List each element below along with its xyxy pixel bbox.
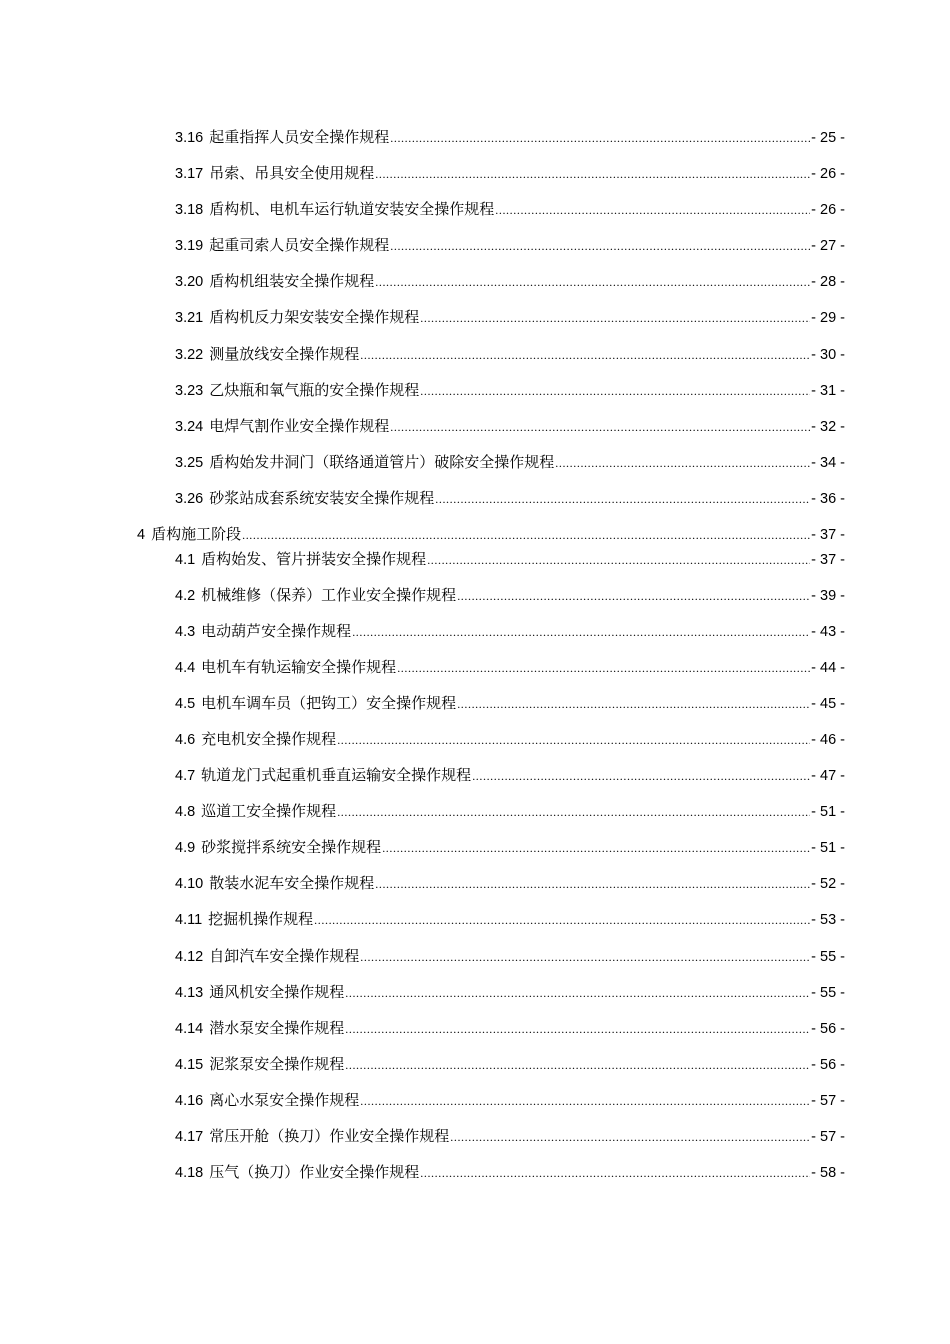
toc-entry-title: 起重司索人员安全操作规程: [209, 238, 390, 255]
toc-dot-leader: [457, 692, 810, 716]
toc-entry-title: 盾构始发井洞门（联络通道管片）破除安全操作规程: [209, 454, 555, 471]
toc-dot-leader: [345, 981, 810, 1005]
toc-entry-number: 4: [137, 527, 146, 544]
toc-entry-number: 4.10: [175, 876, 204, 893]
toc-page-number: - 53 -: [811, 912, 845, 929]
toc-dot-leader: [352, 620, 810, 644]
toc-entry-title: 盾构机反力架安装安全操作规程: [209, 310, 420, 327]
toc-entry-title: 巡道工安全操作规程: [201, 804, 337, 821]
toc-dot-leader: [555, 451, 810, 475]
toc-section-entry[interactable]: [0, 1161, 950, 1197]
toc-entry-title: 机械维修（保养）工作业安全操作规程: [201, 587, 457, 604]
toc-dot-leader: [345, 1053, 810, 1077]
toc-section-entry[interactable]: [0, 692, 950, 728]
toc-page-number: - 32 -: [811, 418, 845, 435]
toc-page-number: - 29 -: [811, 310, 845, 327]
toc-entry-number: 4.2: [175, 587, 196, 604]
toc-section-entry[interactable]: [0, 872, 950, 908]
toc-page-number: - 34 -: [811, 454, 845, 471]
toc-section-entry[interactable]: [0, 379, 950, 415]
toc-entry-number: 4.3: [175, 623, 196, 640]
toc-entry-number: 3.19: [175, 238, 204, 255]
toc-dot-leader: [495, 198, 810, 222]
toc-entry-number: 4.7: [175, 768, 196, 785]
toc-page-number: - 39 -: [811, 587, 845, 604]
toc-page-number: - 57 -: [811, 1129, 845, 1146]
toc-entry-number: 4.9: [175, 840, 196, 857]
toc-section-entry[interactable]: [0, 1125, 950, 1161]
toc-entry-number: 3.25: [175, 454, 204, 471]
toc-page-number: - 26 -: [811, 202, 845, 219]
toc-entry-title: 砂浆站成套系统安装安全操作规程: [209, 490, 435, 507]
toc-page-number: - 25 -: [811, 130, 845, 146]
toc-dot-leader: [472, 764, 810, 788]
toc-dot-leader: [382, 836, 810, 860]
toc-entry-title: 通风机安全操作规程: [209, 984, 345, 1001]
toc-entry-title: 充电机安全操作规程: [201, 732, 337, 748]
toc-section-entry[interactable]: [0, 584, 950, 620]
toc-page-number: - 55 -: [811, 984, 845, 1001]
toc-entry-title: 电动葫芦安全操作规程: [201, 623, 352, 640]
toc-dot-leader: [450, 1125, 810, 1149]
toc-dot-leader: [390, 415, 810, 439]
toc-entry-title: 盾构始发、管片拼装安全操作规程: [201, 551, 427, 568]
toc-entry-number: 3.18: [175, 202, 204, 219]
toc-section-entry[interactable]: [0, 656, 950, 692]
toc-section-entry[interactable]: [0, 800, 950, 836]
toc-dot-leader: [360, 945, 810, 969]
toc-section-entry[interactable]: [0, 1089, 950, 1125]
toc-page-number: - 30 -: [811, 346, 845, 363]
toc-entry-title: 挖掘机操作规程: [208, 912, 314, 929]
toc-dot-leader: [420, 1161, 810, 1185]
toc-dot-leader: [242, 523, 810, 547]
toc-page-number: - 51 -: [811, 840, 845, 857]
toc-dot-leader: [435, 487, 810, 511]
toc-entry-title: 乙炔瓶和氧气瓶的安全操作规程: [209, 382, 420, 399]
toc-entry-title: 自卸汽车安全操作规程: [209, 948, 360, 965]
toc-page-number: - 58 -: [811, 1165, 845, 1182]
toc-section-entry[interactable]: [0, 343, 950, 379]
toc-page-number: - 37 -: [811, 551, 845, 568]
toc-page-number: - 37 -: [811, 527, 845, 544]
toc-entry-title: 电机车有轨运输安全操作规程: [201, 659, 397, 676]
toc-entry-number: 4.5: [175, 695, 196, 712]
toc-section-entry[interactable]: [0, 162, 950, 198]
toc-page-number: - 51 -: [811, 804, 845, 821]
toc-chapter-entry[interactable]: [0, 523, 950, 548]
toc-section-entry[interactable]: [0, 764, 950, 800]
toc-dot-leader: [375, 270, 810, 294]
toc-entry-number: 3.22: [175, 346, 204, 363]
toc-entry-title: 测量放线安全操作规程: [209, 346, 360, 363]
toc-section-entry[interactable]: [0, 270, 950, 306]
toc-entry-title: 盾构机、电机车运行轨道安装安全操作规程: [209, 202, 495, 219]
toc-entry-number: 4.15: [175, 1056, 204, 1073]
toc-section-entry[interactable]: [0, 908, 950, 944]
toc-section-entry[interactable]: [0, 836, 950, 872]
toc-page-number: - 57 -: [811, 1092, 845, 1109]
toc-dot-leader: [360, 1089, 810, 1113]
toc-section-entry[interactable]: [0, 620, 950, 656]
toc-entry-number: 4.13: [175, 984, 204, 1001]
toc-entry-title: 电机车调车员（把钩工）安全操作规程: [201, 695, 457, 712]
toc-section-entry[interactable]: [0, 548, 950, 584]
toc-entry-title: 离心水泵安全操作规程: [209, 1092, 360, 1109]
toc-entry-number: 4.18: [175, 1165, 204, 1182]
toc-page-number: - 31 -: [811, 382, 845, 399]
toc-entry-number: 3.21: [175, 310, 204, 327]
toc-dot-leader: [420, 306, 810, 330]
toc-section-entry[interactable]: [0, 487, 950, 523]
toc-section-entry[interactable]: [0, 728, 950, 764]
toc-dot-leader: [457, 584, 810, 608]
toc-section-entry[interactable]: [0, 234, 950, 270]
toc-section-entry[interactable]: [0, 981, 950, 1017]
toc-dot-leader: [427, 548, 810, 572]
toc-entry-number: 3.16: [175, 130, 204, 146]
toc-page-number: - 45 -: [811, 695, 845, 712]
toc-section-entry[interactable]: [0, 451, 950, 487]
toc-entry-number: 3.17: [175, 166, 204, 183]
toc-page-number: - 43 -: [811, 623, 845, 640]
toc-dot-leader: [390, 126, 810, 150]
toc-section-entry[interactable]: [0, 945, 950, 981]
toc-page-number: - 56 -: [811, 1056, 845, 1073]
toc-section-entry[interactable]: [0, 415, 950, 451]
toc-entry-number: 4.11: [175, 912, 203, 929]
toc-dot-leader: [314, 908, 810, 932]
toc-entry-number: 3.23: [175, 382, 204, 399]
toc-entry-number: 4.4: [175, 659, 196, 676]
toc-entry-number: 3.26: [175, 490, 204, 507]
toc-entry-title: 吊索、吊具安全使用规程: [209, 166, 375, 183]
toc-section-entry[interactable]: [0, 1017, 950, 1053]
toc-dot-leader: [337, 728, 810, 752]
toc-dot-leader: [345, 1017, 810, 1041]
toc-dot-leader: [360, 343, 810, 367]
toc-entry-title: 散装水泥车安全操作规程: [209, 876, 375, 893]
toc-entry-number: 4.14: [175, 1020, 204, 1037]
toc-entry-title: 常压开舱（换刀）作业安全操作规程: [209, 1129, 450, 1146]
toc-entry-number: 4.12: [175, 948, 204, 965]
toc-page-number: - 56 -: [811, 1020, 845, 1037]
toc-dot-leader: [337, 800, 810, 824]
toc-page-number: - 52 -: [811, 876, 845, 893]
toc-entry-number: 4.16: [175, 1092, 204, 1109]
toc-page-number: - 55 -: [811, 948, 845, 965]
toc-entry-number: 4.8: [175, 804, 196, 821]
toc-page-number: - 36 -: [811, 490, 845, 507]
toc-entry-title: 压气（换刀）作业安全操作规程: [209, 1165, 420, 1182]
table-of-contents: [0, 126, 950, 1197]
toc-entry-number: 4.6: [175, 732, 196, 748]
toc-entry-title: 盾构施工阶段: [151, 527, 242, 544]
toc-entry-number: 4.17: [175, 1129, 204, 1146]
toc-section-entry[interactable]: [0, 306, 950, 342]
toc-dot-leader: [397, 656, 810, 680]
toc-dot-leader: [375, 872, 810, 896]
toc-dot-leader: [390, 234, 810, 258]
toc-entry-number: 3.20: [175, 274, 204, 291]
toc-entry-title: 电焊气割作业安全操作规程: [209, 418, 390, 435]
toc-entry-title: 轨道龙门式起重机垂直运输安全操作规程: [201, 768, 472, 785]
toc-entry-title: 砂浆搅拌系统安全操作规程: [201, 840, 382, 857]
toc-page-number: - 44 -: [811, 659, 845, 676]
toc-dot-leader: [420, 379, 810, 403]
toc-entry-title: 盾构机组装安全操作规程: [209, 274, 375, 291]
toc-section-entry[interactable]: [0, 126, 950, 162]
toc-page-number: - 28 -: [811, 274, 845, 291]
toc-page-number: - 46 -: [811, 732, 845, 748]
toc-entry-title: 泥浆泵安全操作规程: [209, 1056, 345, 1073]
toc-dot-leader: [375, 162, 810, 186]
toc-section-entry[interactable]: [0, 1053, 950, 1089]
toc-entry-title: 起重指挥人员安全操作规程: [209, 130, 390, 146]
toc-page-number: - 47 -: [811, 768, 845, 785]
toc-section-entry[interactable]: [0, 198, 950, 234]
toc-entry-number: 4.1: [175, 551, 196, 568]
toc-entry-number: 3.24: [175, 418, 204, 435]
toc-entry-title: 潜水泵安全操作规程: [209, 1020, 345, 1037]
toc-page-number: - 27 -: [811, 238, 845, 255]
toc-page-number: - 26 -: [811, 166, 845, 183]
